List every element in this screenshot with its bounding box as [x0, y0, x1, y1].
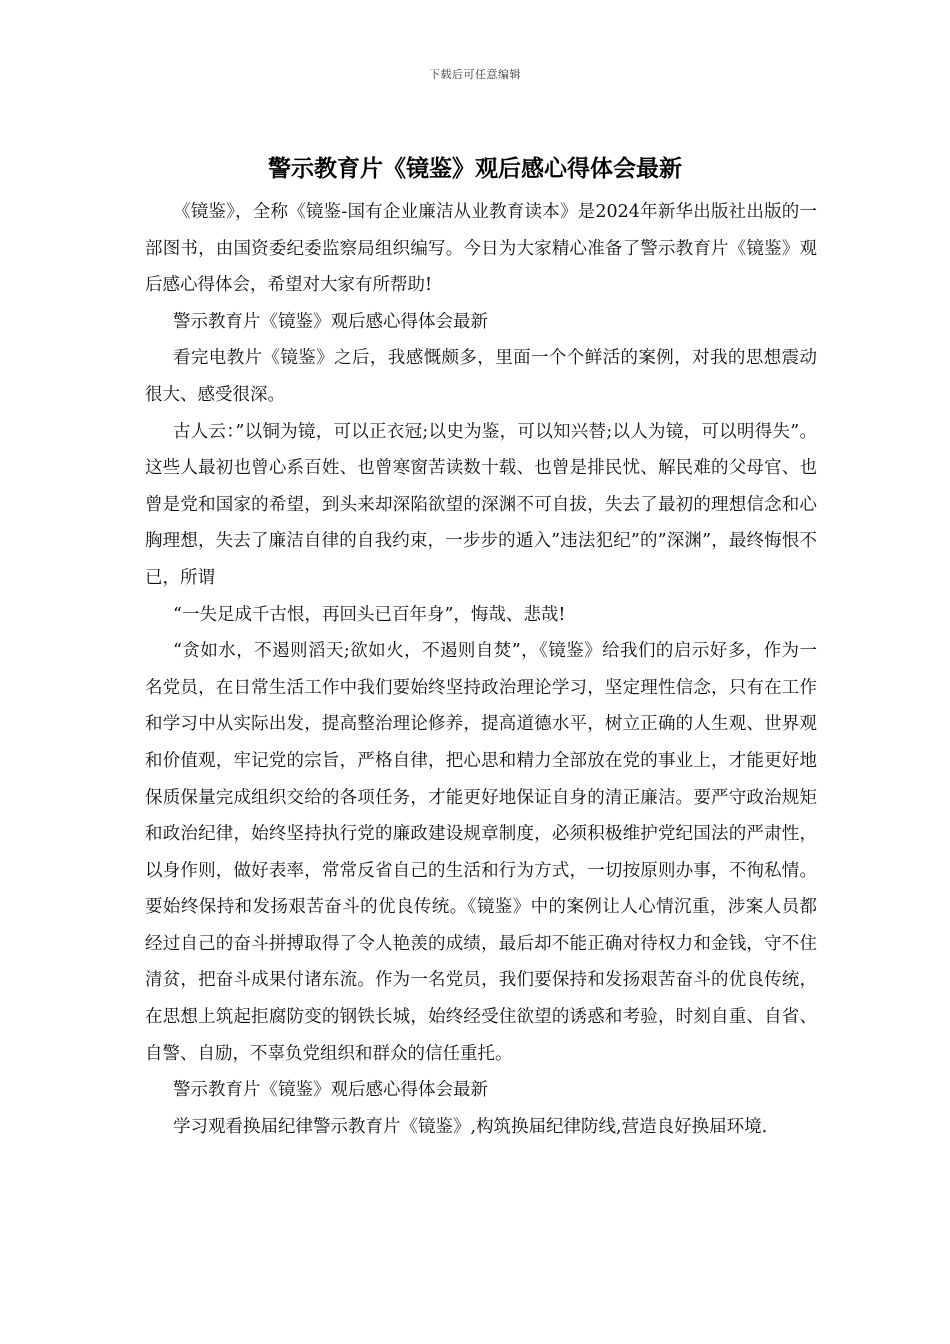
page-header-note: 下载后可任意编辑	[429, 68, 521, 81]
document-title: 警示教育片《镜鉴》观后感心得体会最新	[268, 156, 682, 182]
paragraph-subheading-1: 警示教育片《镜鉴》观后感心得体会最新	[173, 311, 488, 332]
paragraph-impression: 看完电教片《镜鉴》之后，我感慨颇多，里面一个个鲜活的案例，对我的思想震动很大、感受很深。	[145, 348, 817, 405]
paragraph-subheading-2: 警示教育片《镜鉴》观后感心得体会最新	[173, 1080, 488, 1101]
document-body	[145, 194, 817, 1145]
paragraph-intro: 《镜鉴》，全称《镜鉴-国有企业廉洁从业教育读本》是2024年新华出版社出版的一部图书，由国资委纪委监察局组织编写。今日为大家精心准备了警示教育片《镜鉴》观后感心得体会，希望对大家有所帮助!	[145, 202, 817, 296]
paragraph-closing: 学习观看换届纪律警示教育片《镜鉴》,构筑换届纪律防线,营造良好换届环境.	[173, 1116, 768, 1137]
paragraph-reflection: “贪如水，不遏则滔天;欲如火，不遏则自焚”，《镜鉴》给我们的启示好多，作为一名党员，在日常生活工作中我们要始终坚持政治理论学习，坚定理性信念，只有在工作和学习中从实际出发，提高整治理论修养，提高道德水平，树立正确的人生观、世界观和价值观，牢记党的宗旨，严格自律，把心思和精力全部放在党的事业上，才能更好地保质保量完成组织交给的各项任务，才能更好地保证自身的清正廉洁。要严守政治规矩和政治纪律，始终坚持执行党的廉政建设规章制度，必须积极维护党纪国法的严肃性，以身作则，做好表率，常常反省自己的生活和行为方式，一切按原则办事，不徇私情。要始终保持和发扬艰苦奋斗的优良传统。《镜鉴》中的案例让人心情沉重，涉案人员都经过自己的奋斗拼搏取得了令人艳羡的成绩，最后却不能正确对待权力和金钱，守不住清贫，把奋斗成果付诸东流。作为一名党员，我们要保持和发扬艰苦奋斗的优良传统，在思想上筑起拒腐防变的钢铁长城，始终经受住欲望的诱惑和考验，时刻自重、自省、自警、自励，不辜负党组织和群众的信任重托。	[145, 641, 817, 1064]
paragraph-quote: “一失足成千古恨，再回头已百年身”，悔哉、悲哉!	[173, 604, 566, 625]
paragraph-ancient-saying: 古人云：”以铜为镜，可以正衣冠;以史为鉴，可以知兴替;以人为镜，可以明得失”。这些人最初也曾心系百姓、也曾寒窗苦读数十载、也曾是排民忧、解民难的父母官、也曾是党和国家的希望，到头来却深陷欲望的深渊不可自拔，失去了最初的理想信念和心胸理想，失去了廉洁自律的自我约束，一步步的遁入”违法犯纪”的”深渊”，最终悔恨不已，所谓	[145, 421, 817, 588]
